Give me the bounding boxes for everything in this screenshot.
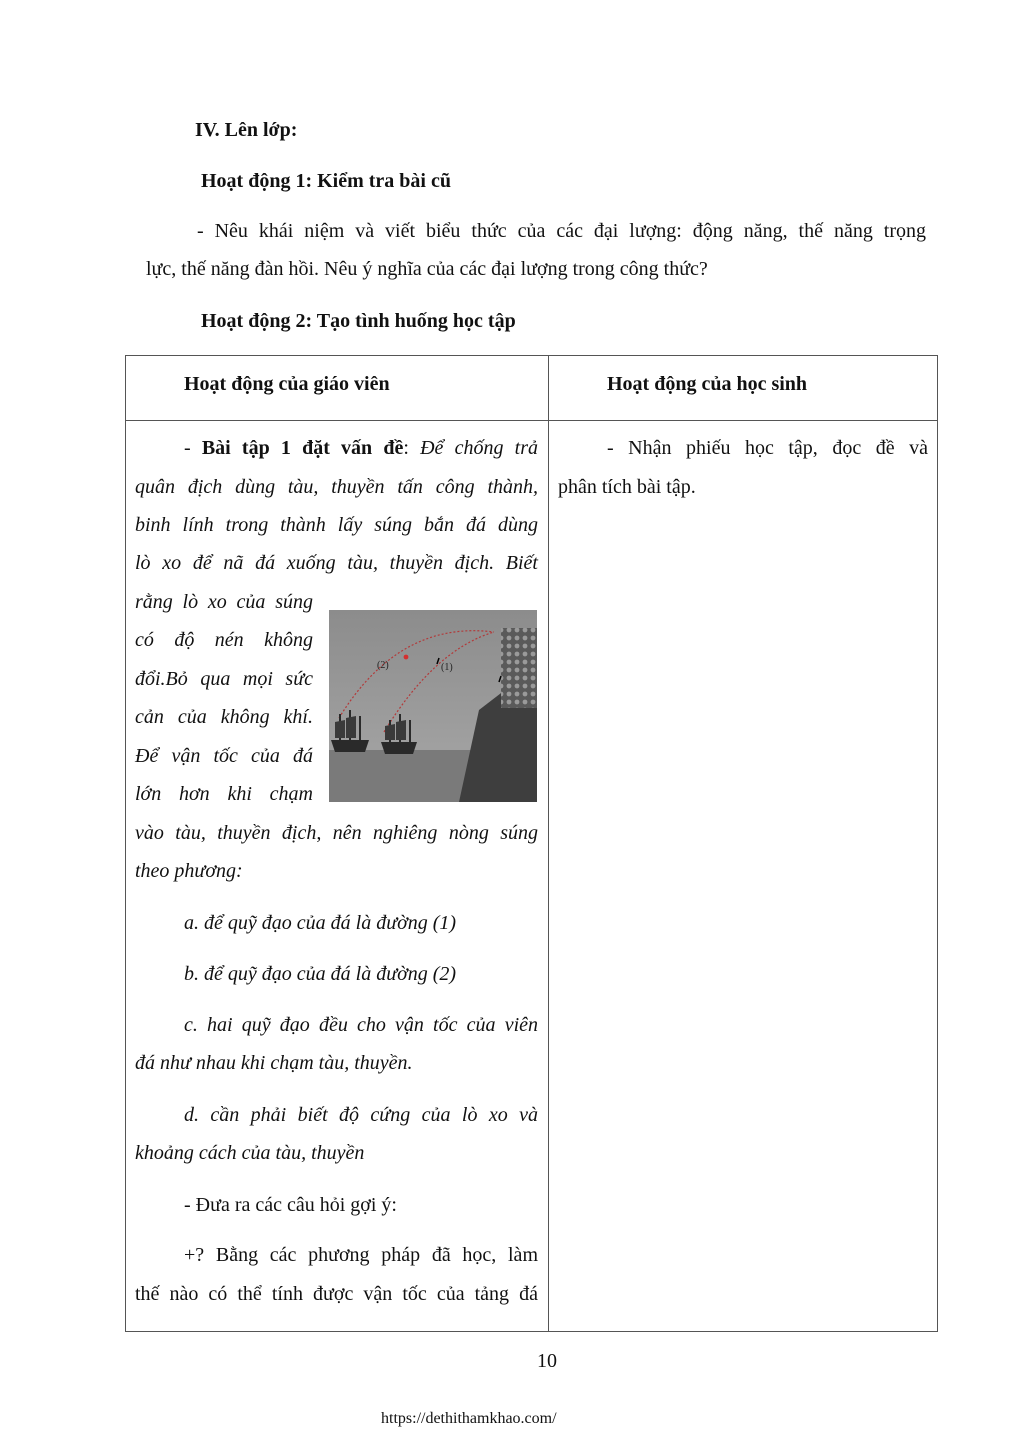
teacher-line-9: Để vận tốc của đá bbox=[135, 745, 313, 767]
teacher-line-6: có độ nén không bbox=[135, 629, 313, 651]
activity1-title: Hoạt động 1: Kiểm tra bài cũ bbox=[201, 170, 451, 192]
teacher-line-4: lò xo để nã đá xuống tàu, thuyền địch. Biết bbox=[135, 552, 538, 574]
teacher-line-7: đổi.Bỏ qua mọi sức bbox=[135, 668, 313, 690]
activity1-line1: - Nêu khái niệm và viết biểu thức của các đại lượng: động năng, thế năng trọng bbox=[197, 220, 926, 242]
teacher-line-2: quân địch dùng tàu, thuyền tấn công thành, bbox=[135, 476, 538, 498]
exercise-prefix: - bbox=[184, 437, 202, 459]
exercise-intro bbox=[184, 436, 538, 460]
question-1-line1: +? Bằng các phương pháp đã học, làm bbox=[184, 1244, 538, 1266]
footer-url[interactable]: https://dethithamkhao.com/ bbox=[381, 1410, 557, 1427]
teacher-line-3: binh lính trong thành lấy súng bắn đá dùng bbox=[135, 514, 538, 536]
teacher-line-11: vào tàu, thuyền địch, nên nghiêng nòng súng bbox=[135, 822, 538, 844]
fortress-tower bbox=[501, 628, 537, 708]
option-d-line1: d. cần phải biết độ cứng của lò xo và bbox=[184, 1104, 538, 1126]
teacher-line-8: cản của không khí. bbox=[135, 706, 313, 728]
teacher-line-5: rằng lò xo của súng bbox=[135, 591, 313, 613]
student-line-2: phân tích bài tập. bbox=[558, 476, 696, 498]
exercise-colon: : bbox=[403, 437, 421, 459]
student-line-1: - Nhận phiếu học tập, đọc đề và bbox=[607, 437, 928, 459]
trajectory-label-1: (1) bbox=[441, 662, 453, 673]
page-number: 10 bbox=[537, 1350, 557, 1372]
catapult-figure bbox=[329, 610, 537, 802]
option-b: b. để quỹ đạo của đá là đường (2) bbox=[184, 963, 457, 985]
option-a: a. để quỹ đạo của đá là đường (1) bbox=[184, 912, 457, 934]
exercise-label: Bài tập 1 đặt vấn đề bbox=[201, 437, 404, 459]
option-c-line1: c. hai quỹ đạo đều cho vận tốc của viên bbox=[184, 1014, 538, 1036]
hint-intro: - Đưa ra các câu hỏi gợi ý: bbox=[184, 1194, 397, 1216]
header-teacher: Hoạt động của giáo viên bbox=[184, 373, 390, 395]
figure-illustration bbox=[329, 610, 537, 802]
section-heading: IV. Lên lớp: bbox=[195, 119, 298, 141]
option-c-line2: đá như nhau khi chạm tàu, thuyền. bbox=[135, 1052, 413, 1074]
teacher-line-12: theo phương: bbox=[135, 860, 243, 882]
student-cell bbox=[549, 421, 938, 1332]
option-d-line2: khoảng cách của tàu, thuyền bbox=[135, 1142, 365, 1164]
exercise-text-start: Để chống trả bbox=[420, 437, 538, 459]
header-student: Hoạt động của học sinh bbox=[607, 373, 808, 395]
activity2-title: Hoạt động 2: Tạo tình huống học tập bbox=[201, 310, 516, 332]
trajectory-label-2: (2) bbox=[377, 660, 389, 671]
teacher-line-10: lớn hơn khi chạm bbox=[135, 783, 313, 805]
activity1-line2: lực, thế năng đàn hồi. Nêu ý nghĩa của các đại lượng trong công thức? bbox=[146, 258, 708, 280]
stone-marker bbox=[404, 655, 409, 660]
question-1-line2: thế nào có thể tính được vận tốc của tảng đá bbox=[135, 1283, 538, 1305]
